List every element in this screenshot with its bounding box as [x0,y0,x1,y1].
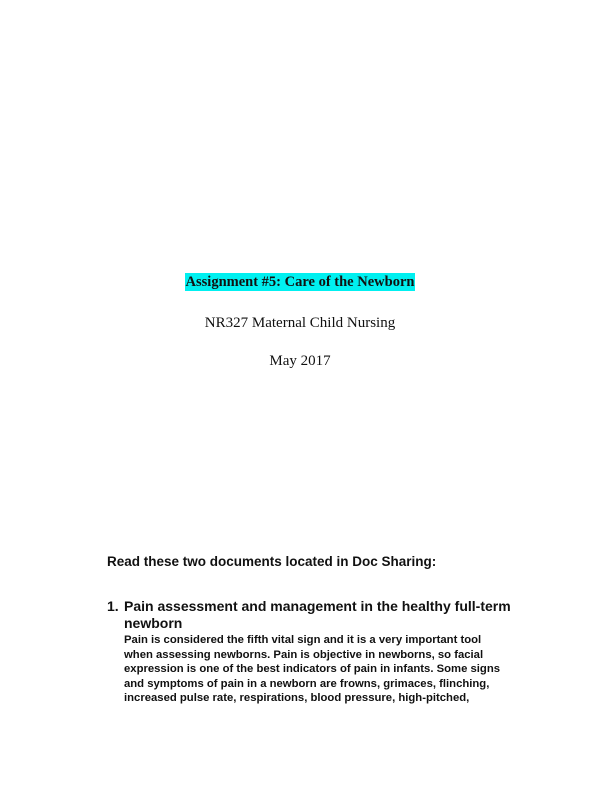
body-line: and symptoms of pain in a newborn are frowns, grimaces, flinching, [124,677,490,690]
heading-line: Pain assessment and management in the healthy full-term [124,598,511,614]
assignment-title [0,274,600,291]
list-item-body [124,633,527,706]
document-date: May 2017 [269,353,331,369]
list-item-heading [124,598,527,632]
list-item [107,598,527,706]
list-item-number: 1. [107,598,119,614]
course-name: NR327 Maternal Child Nursing [204,315,396,331]
reading-instructions: Read these two documents located in Doc Sharing: [107,554,437,569]
body-line: when assessing newborns. Pain is objective in newborns, so facial [124,648,484,661]
body-line: expression is one of the best indicators of pain in infants. Some signs [124,663,501,676]
body-line: Pain is considered the fifth vital sign and it is a very important tool [124,634,482,646]
body-line: increased pulse rate, respirations, blood pressure, high-pitched, [124,692,470,705]
highlighted-title-text: Assignment #5: Care of the Newborn [185,274,415,290]
heading-line: newborn [124,615,183,631]
